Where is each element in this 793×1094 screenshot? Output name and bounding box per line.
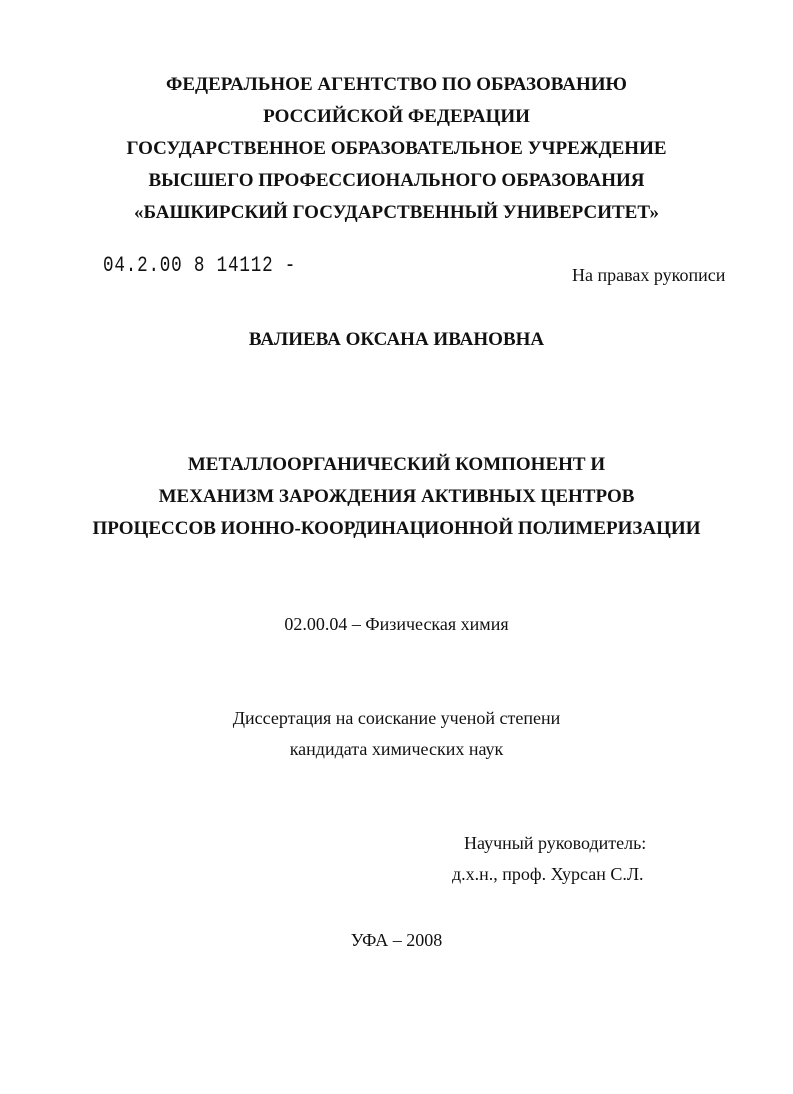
- supervisor-name: д.х.н., проф. Хурсан С.Л.: [452, 864, 644, 884]
- degree-line: кандидата химических наук: [289, 739, 504, 759]
- header-line: ГОСУДАРСТВЕННОЕ ОБРАЗОВАТЕЛЬНОЕ УЧРЕЖДЕНИЕ: [126, 138, 667, 159]
- title-line: ПРОЦЕССОВ ИОННО-КООРДИНАЦИОННОЙ ПОЛИМЕРИЗАЦИИ: [92, 518, 701, 539]
- header-line: «БАШКИРСКИЙ ГОСУДАРСТВЕННЫЙ УНИВЕРСИТЕТ»: [133, 202, 660, 223]
- title-line: МЕТАЛЛООРГАНИЧЕСКИЙ КОМПОНЕНТ И: [187, 454, 606, 475]
- header-line: ВЫСШЕГО ПРОФЕССИОНАЛЬНОГО ОБРАЗОВАНИЯ: [148, 170, 645, 191]
- title-line: МЕХАНИЗМ ЗАРОЖДЕНИЯ АКТИВНЫХ ЦЕНТРОВ: [158, 486, 635, 507]
- specialty: 02.00.04 – Физическая химия: [284, 614, 509, 634]
- author-name: ВАЛИЕВА ОКСАНА ИВАНОВНА: [248, 329, 545, 350]
- header-line: ФЕДЕРАЛЬНОЕ АГЕНТСТВО ПО ОБРАЗОВАНИЮ: [166, 74, 627, 95]
- archive-stamp: 04.2.00 8 14112 -: [103, 253, 297, 278]
- manuscript-note: На правах рукописи: [572, 265, 726, 285]
- place-year: УФА – 2008: [350, 930, 443, 950]
- header-line: РОССИЙСКОЙ ФЕДЕРАЦИИ: [263, 106, 530, 127]
- supervisor-label: Научный руководитель:: [464, 833, 647, 853]
- degree-line: Диссертация на соискание ученой степени: [232, 708, 561, 728]
